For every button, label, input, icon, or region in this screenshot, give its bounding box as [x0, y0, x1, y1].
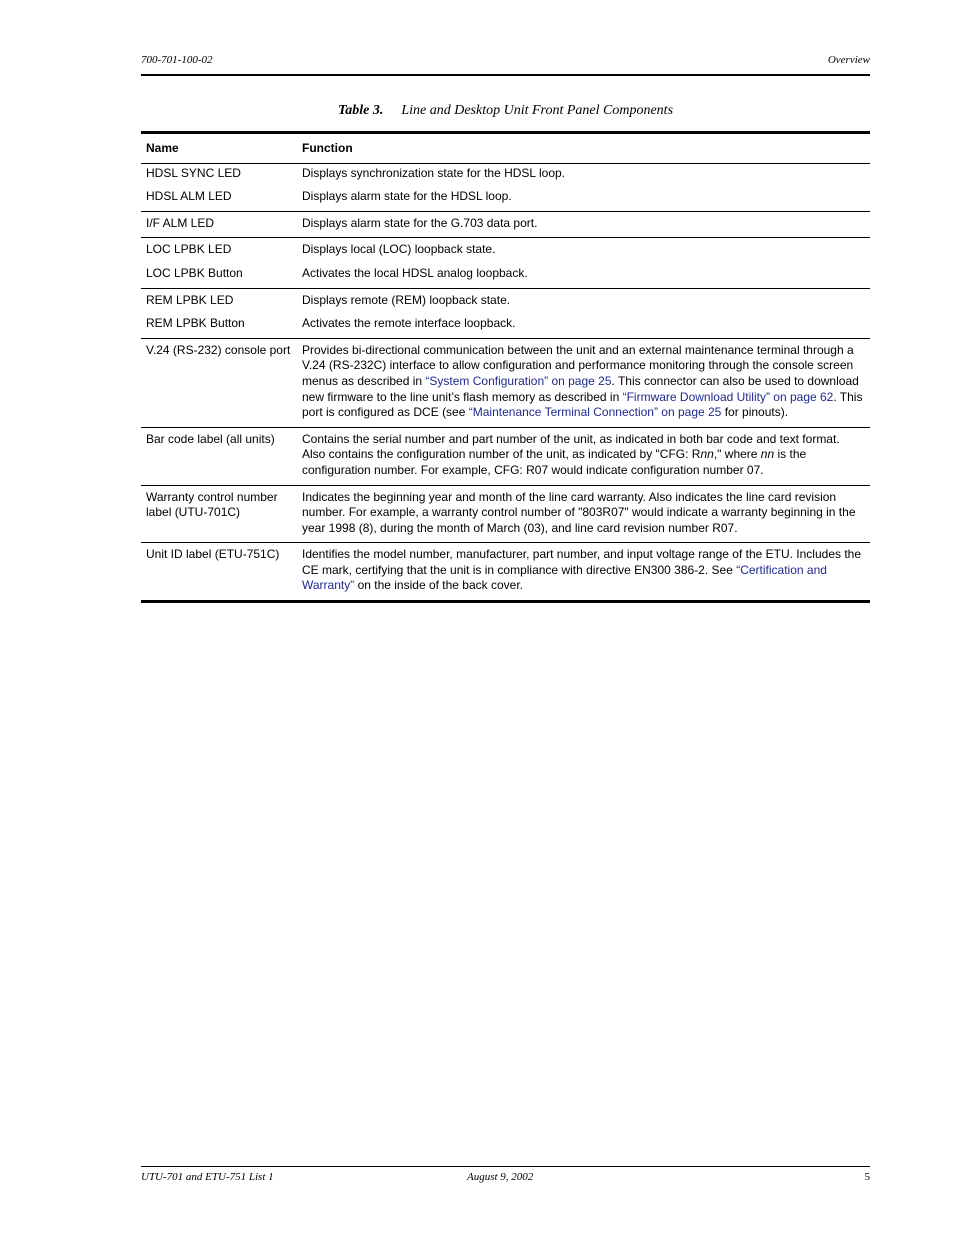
- component-name: I/F ALM LED: [141, 211, 297, 238]
- component-name: REM LPBK Button: [146, 316, 245, 331]
- table-row: [141, 187, 870, 211]
- component-function: Activates the remote interface loopback.: [302, 316, 516, 331]
- component-name: HDSL ALM LED: [146, 189, 232, 204]
- function-italic-text: nn: [700, 447, 714, 462]
- function-text: for pinouts).: [721, 405, 789, 420]
- function-text: . This port is configured as DCE (see: [302, 389, 863, 420]
- table-row: [141, 543, 870, 602]
- table-row: [141, 427, 870, 485]
- page-footer: [141, 1166, 870, 1187]
- page-number: 5: [864, 1171, 870, 1183]
- function-text: Provides bi-directional communication between the unit and an external maintenance terminal through a V.24 (RS-232C) interface to allow configuration and performance monitoring through the console screen menus as described in: [302, 342, 854, 388]
- link-system-configuration[interactable]: “System Configuration” on page 25: [425, 373, 612, 388]
- table-row: [141, 314, 870, 338]
- table-row: [141, 338, 870, 427]
- component-name: Warranty control number label (UTU-701C): [141, 485, 297, 543]
- function-text: Contains the serial number and part number of the unit, as indicated in both bar code and text format. Also contains the configuration number of the unit, as indicated by "CFG: R: [302, 431, 840, 462]
- component-function: Displays alarm state for the HDSL loop.: [302, 189, 512, 204]
- footer-date: August 9, 2002: [467, 1171, 534, 1183]
- table-header-row: [141, 133, 870, 164]
- table-row: [141, 238, 870, 264]
- components-table: [141, 131, 870, 603]
- component-name: HDSL SYNC LED: [146, 165, 241, 180]
- function-text: Identifies the model number, manufacturer, part number, and input voltage range of the ETU. Includes the CE mark, certifying that the unit is in compliance with directive EN300 386-2. See: [302, 547, 862, 577]
- component-function: [297, 543, 870, 602]
- function-text: is the configuration number. For example, CFG: R07 would indicate configuration number 07.: [302, 447, 807, 477]
- function-text: on the inside of the back cover.: [354, 578, 524, 593]
- function-text: ," where: [713, 447, 761, 462]
- section-title: Overview: [827, 54, 870, 66]
- page-header: [141, 52, 870, 76]
- component-name: REM LPBK LED: [141, 288, 297, 314]
- table-row: [141, 163, 870, 187]
- component-name: LOC LPBK Button: [146, 265, 243, 280]
- component-name: Bar code label (all units): [141, 427, 297, 485]
- function-text: . This connector can also be used to download new firmware to the line unit’s flash memory as described in: [302, 373, 859, 404]
- link-firmware-download-utility[interactable]: “Firmware Download Utility” on page 62: [622, 389, 834, 404]
- column-header-name: Name: [141, 133, 297, 164]
- table-row: [141, 485, 870, 543]
- function-italic-text: nn: [760, 447, 775, 462]
- link-certification-and-warranty[interactable]: “Certification and Warranty”: [302, 562, 827, 593]
- document-number: 700-701-100-02: [141, 54, 213, 66]
- component-function: Displays synchronization state for the HDSL loop.: [302, 165, 566, 180]
- column-header-function: Function: [297, 133, 870, 164]
- table-row: [141, 264, 870, 288]
- component-function: Displays alarm state for the G.703 data port.: [297, 211, 870, 238]
- component-function: Activates the local HDSL analog loopback.: [302, 265, 528, 280]
- table-number: Table 3.: [337, 103, 384, 118]
- table-caption: [141, 103, 870, 119]
- component-function: Indicates the beginning year and month of the line card warranty. Also indicates the line card revision number. For example, a warranty control number of "803R07" would indicate a warranty beginning in the year 1998 (8), during the month of March (03), and line card revision number R07.: [297, 485, 870, 543]
- component-name: V.24 (RS-232) console port: [141, 338, 297, 427]
- table-row: [141, 288, 870, 314]
- table-title: Line and Desktop Unit Front Panel Components: [401, 103, 674, 118]
- component-function: Displays local (LOC) loopback state.: [297, 238, 870, 264]
- component-function: [297, 338, 870, 427]
- component-name: Unit ID label (ETU-751C): [141, 543, 297, 602]
- component-function: [297, 427, 870, 485]
- table-row: [141, 211, 870, 238]
- footer-product: UTU-701 and ETU-751 List 1: [141, 1171, 274, 1183]
- component-function: Displays remote (REM) loopback state.: [297, 288, 870, 314]
- component-name: LOC LPBK LED: [141, 238, 297, 264]
- link-maintenance-terminal-connection[interactable]: “Maintenance Terminal Connection” on page 25: [468, 405, 722, 420]
